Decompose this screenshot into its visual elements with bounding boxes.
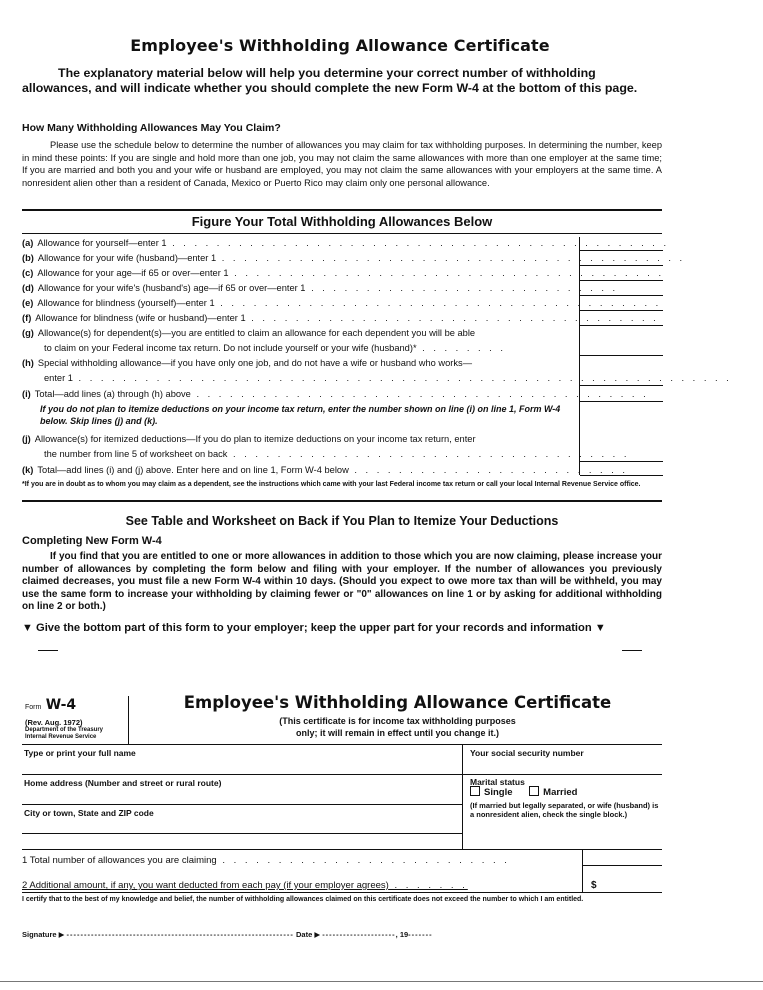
intro-text: The explanatory material below will help you determine your correct number of withholding allowances, and will indicate whether you should complete the new Form W-4 at the bottom of this page. xyxy=(22,66,638,95)
certification-text: I certify that to the best of my knowledge and belief, the number of withholding allowances claimed on this certificate does not exceed the number to which I am entitled. xyxy=(22,896,584,903)
line-e: (e) Allowance for blindness (yourself)—enter 1 . . . . . . . . . . . . . . . . . . . . . . . . . . . . . . . . . . . . . . . . xyxy=(22,298,662,308)
answer-box-border xyxy=(582,849,583,893)
answer-box-e[interactable] xyxy=(580,310,663,311)
give-instruction: ▼ Give the bottom part of this form to your employer; keep the upper part for your records and information ▼ xyxy=(22,622,606,634)
answer-box-g[interactable] xyxy=(580,355,663,356)
answer-box-b[interactable] xyxy=(580,265,663,266)
signature-label: Signature ▶ xyxy=(22,930,65,939)
answer-column xyxy=(579,237,663,475)
home-address-label: Home address (Number and street or rural route) xyxy=(24,778,222,788)
form-title: Employee's Withholding Allowance Certificate xyxy=(183,693,612,712)
line-g: (g) Allowance(s) for dependent(s)—you are entitled to claim an allowance for each dependent you will be able xyxy=(22,328,476,338)
marital-options xyxy=(470,786,591,798)
line-g-continued: to claim on your Federal income tax return. Do not include yourself or your wife (husband)* . . . . . . . . xyxy=(44,343,506,353)
divider xyxy=(22,500,662,502)
divider xyxy=(462,744,463,849)
date-label: Date ▶ xyxy=(295,930,321,939)
divider xyxy=(22,892,662,893)
down-triangle-icon: ▼ xyxy=(22,622,33,634)
department-line: Department of the Treasury xyxy=(25,727,104,733)
answer-box-a[interactable] xyxy=(580,250,663,251)
answer-box-i[interactable] xyxy=(580,401,663,402)
down-triangle-icon: ▼ xyxy=(594,622,606,634)
form-revision: (Rev. Aug. 1972) xyxy=(25,718,83,727)
answer-box-k[interactable] xyxy=(580,475,663,476)
marital-note: (If married but legally separated, or wife (husband) is a nonresident alien, check the single block.) xyxy=(470,801,659,819)
see-table-heading: See Table and Worksheet on Back if You Plan to Itemize Your Deductions xyxy=(125,514,559,528)
line-a: (a) Allowance for yourself—enter 1 . . . . . . . . . . . . . . . . . . . . . . . . . . . . . . . . . . . . . . . . . . . . . xyxy=(22,238,670,248)
divider xyxy=(22,849,662,850)
answer-box-f[interactable] xyxy=(580,325,663,326)
line-i-note: If you do not plan to itemize deductions on your income tax return, enter the number shown on line (i) on line 1, Form W-4 below. Skip lines (j) and (k). xyxy=(40,404,561,426)
single-label: Single xyxy=(484,787,513,798)
divider xyxy=(22,209,662,211)
year-prefix: 19 xyxy=(399,930,409,939)
form-identifier: Form W-4 (Rev. Aug. 1972) Department of the Treasury Internal Revenue Service xyxy=(25,696,125,740)
divider xyxy=(128,696,129,744)
how-many-paragraph: Please use the schedule below to determine the number of allowances you may claim for tax withholding purposes. In determining the number, keep in mind these points: If you are single and hold more than one job, you may not claim the same allowances with more than one employer at the same time; If you are married and both you and your wife or husband are employed, you may not claim the same allowances with your employers at the same time. A nonresident alien other than a resident of Canada, Mexico or Puerto Rico may claim only one personal allowance. xyxy=(22,140,662,188)
line-d: (d) Allowance for your wife's (husband's) age—if 65 or over—enter 1 . . . . . . . . . . . . . . . . . . . . . . . . . . . . xyxy=(22,283,619,293)
answer-box-d[interactable] xyxy=(580,295,663,296)
line-h-continued: enter 1 . . . . . . . . . . . . . . . . . . . . . . . . . . . . . . . . . . . . . . . . . . . . . . . . . . . . . . . . . . . xyxy=(44,373,732,383)
marital-status-label: Marital status xyxy=(470,777,525,787)
date-field[interactable]: --------------------- xyxy=(322,930,396,939)
full-name-label: Type or print your full name xyxy=(24,748,136,758)
page-edge xyxy=(0,981,763,982)
line-i: (i) Total—add lines (a) through (h) above . . . . . . . . . . . . . . . . . . . . . . . . . . . . . . . . . . . . . . . . . xyxy=(22,389,649,399)
completing-heading: Completing New Form W-4 xyxy=(22,535,162,547)
line-j: (j) Allowance(s) for itemized deductions—If you do plan to itemize deductions on your income tax return, enter xyxy=(22,434,476,444)
answer-box-c[interactable] xyxy=(580,280,663,281)
agency-line: Internal Revenue Service xyxy=(25,733,97,740)
form-subtitle: (This certificate is for income tax withholding purposes only; it will remain in effect until you change it.) xyxy=(279,716,516,738)
line-k: (k) Total—add lines (i) and (j) above. Enter here and on line 1, Form W-4 below . . . . . . . . . . . . . . . . . . . . . . . . . xyxy=(22,465,628,475)
total-allowances-box[interactable] xyxy=(582,865,662,866)
dollar-sign: $ xyxy=(591,880,597,891)
line-h: (h) Special withholding allowance—if you have only one job, and do not have a wife or husband who works— xyxy=(22,358,472,368)
divider xyxy=(22,833,462,834)
line-f: (f) Allowance for blindness (wife or husband)—enter 1 . . . . . . . . . . . . . . . . . . . . . . . . . . . . . . . . . . . . . xyxy=(22,313,659,323)
dependent-footnote: *If you are in doubt as to whom you may claim as a dependent, see the instructions which came with your last Federal income tax return or call your local Internal Revenue Service office. xyxy=(22,481,641,488)
cut-mark xyxy=(622,650,642,651)
cut-mark xyxy=(38,650,58,651)
divider xyxy=(22,744,662,745)
signature-line: Signature ▶ ----------------------------------------------------------------- Date ▶ ---------------------, 19------- xyxy=(22,930,433,939)
city-state-zip-label: City or town, State and ZIP code xyxy=(24,808,154,818)
answer-box-h[interactable] xyxy=(580,385,663,386)
married-checkbox[interactable] xyxy=(529,786,539,796)
divider xyxy=(22,774,662,775)
line-b: (b) Allowance for your wife (husband)—enter 1 . . . . . . . . . . . . . . . . . . . . . . . . . . . . . . . . . . . . . . . . . . xyxy=(22,253,686,263)
divider xyxy=(22,233,662,234)
ssn-label: Your social security number xyxy=(470,748,584,758)
line-j-continued: the number from line 5 of worksheet on back . . . . . . . . . . . . . . . . . . . . . . . . . . . . . . . . . . . . xyxy=(44,449,630,459)
year-field[interactable]: ------- xyxy=(408,930,433,939)
additional-amount-line: 2 Additional amount, if any, you want deducted from each pay (if your employer agrees) . . . . . . . xyxy=(22,880,468,891)
how-many-heading: How Many Withholding Allowances May You Claim? xyxy=(22,122,281,134)
page-title: Employee's Withholding Allowance Certificate xyxy=(130,36,550,55)
answer-box-j[interactable] xyxy=(580,461,663,462)
figure-title: Figure Your Total Withholding Allowances Below xyxy=(191,214,493,229)
form-number: W-4 xyxy=(45,697,77,713)
line-c: (c) Allowance for your age—if 65 or over—enter 1 . . . . . . . . . . . . . . . . . . . . . . . . . . . . . . . . . . . . . . . xyxy=(22,268,665,278)
completing-paragraph: If you find that you are entitled to one or more allowances in addition to those which you are now claiming, please increase your number of allowances by completing the form below and filing with your employer. If the number of allowances you previously claimed decreases, you must file a new Form W-4 within 10 days. (Should you expect to owe more tax than will be withheld, you may use the same form to increase your withholding by claiming fewer or "0" allowances on line 1 or by asking for additional withholding on line 2 or both.) xyxy=(22,551,662,613)
married-label: Married xyxy=(543,787,578,798)
signature-field[interactable]: ----------------------------------------------------------------- xyxy=(66,930,294,939)
single-checkbox[interactable] xyxy=(470,786,480,796)
total-allowances-line: 1 Total number of allowances you are claiming . . . . . . . . . . . . . . . . . . . . . . . . . . xyxy=(22,855,510,866)
divider xyxy=(22,804,462,805)
